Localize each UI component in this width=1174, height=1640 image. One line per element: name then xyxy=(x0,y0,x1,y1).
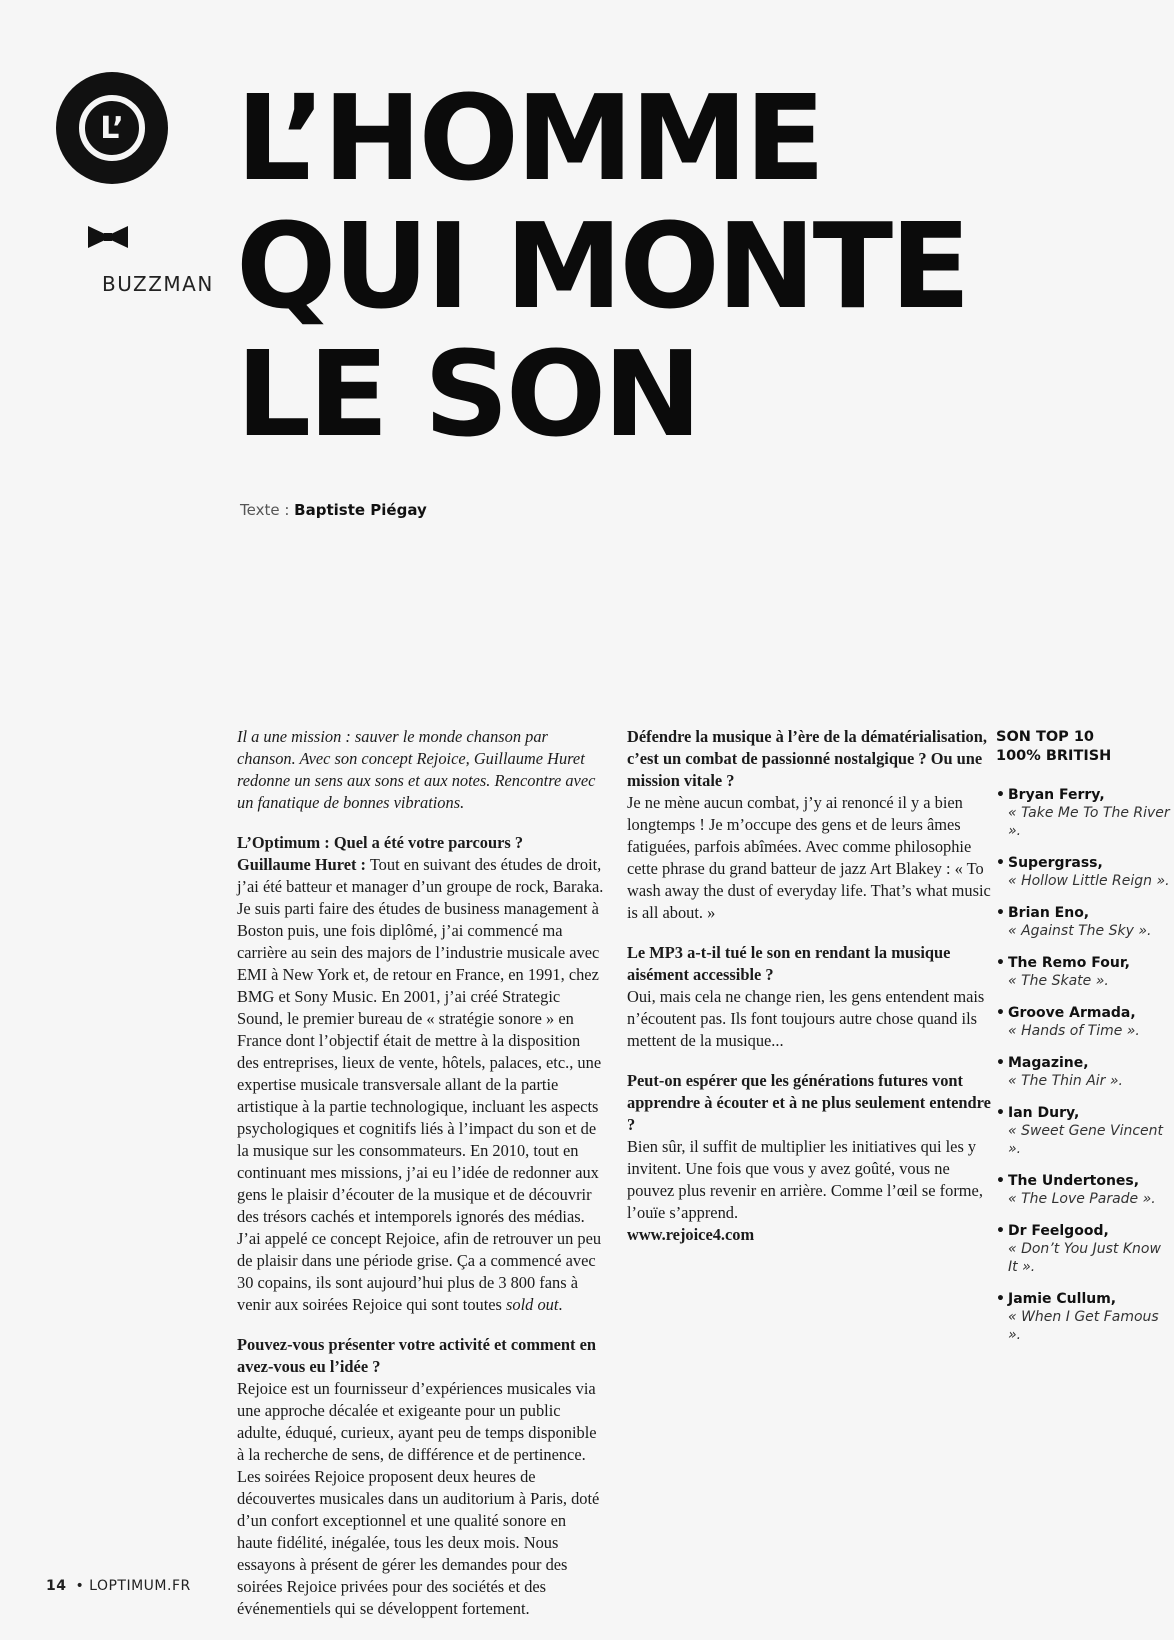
song-title: « When I Get Famous ». xyxy=(1008,1309,1159,1343)
question-3-block xyxy=(627,726,993,924)
footer-separator: • xyxy=(75,1578,85,1594)
artist-name: • Dr Feelgood, xyxy=(1008,1223,1109,1239)
answer-1: L’Optimum : Quel a été votre parcours ? Guillaume Huret : Tout en suivant des études de droit, j’ai été batteur et manager d’un groupe de rock, Baraka. Je suis parti faire des études de business management à Boston puis, une fois diplômé, j’ai commencé ma carrière au sein des majors de l’industrie musicale avec EMI à New York et, de retour en France, en 1991, chez BMG et Sony Music. En 2001, j’ai créé Strategic Sound, le premier bureau de « stratégie sonore » en France dont l’objectif était de mettre à la disposition des entreprises, lieux de vente, hôtels, palaces, etc., une expertise musicale transversale allant de la partie artistique à la partie technologique, incluant les aspects psychologiques et cognitifs liés à l’impact du son et de la musique sur les consommateurs. En 2010, tout en continuant mes missions, j’ai eu l’idée de redonner aux gens le plaisir d’écouter de la musique et de découvrir des trésors cachés et intemporels ignorés des médias. J’ai appelé ce concept Rejoice, afin de retrouver un peu de plaisir dans une période grise. Ça a commencé avec 30 copains, ils sont aujourd’hui plus de 3 800 fans à venir aux soirées Rejoice qui sont toutes sold out. xyxy=(237,833,604,1314)
artist-name: • Bryan Ferry, xyxy=(1008,787,1105,803)
artist-name: • The Remo Four, xyxy=(1008,955,1130,971)
answer-3-text: Je ne mène aucun combat, j’y ai renoncé il y a bien longtemps ! Je m’occupe des gens et de leurs âmes fatiguées, parfois abîmées. Avec comme philosophie cette phrase du grand batteur de jazz Art Blakey : « To wash away the dust of everyday life. That’s what music is all about. » xyxy=(627,793,991,922)
list-item xyxy=(996,1004,1171,1040)
list-item xyxy=(996,954,1171,990)
artist-name: • Jamie Cullum, xyxy=(1008,1291,1117,1307)
song-title: « Hands of Time ». xyxy=(1008,1023,1140,1039)
list-item xyxy=(996,904,1171,940)
artist-name: • Magazine, xyxy=(1008,1055,1089,1071)
page-footer xyxy=(46,1578,191,1594)
answer-1-text: Tout en suivant des études de droit, j’ai été batteur et manager d’un groupe de rock, Baraka. Je suis parti faire des études de business management à Boston puis, une fois diplômé, j’ai commencé ma carrière au sein des majors de l’industrie musicale avec EMI à New York et, de retour en France, en 1991, chez BMG et Sony Music. En 2001, j’ai créé Strategic Sound, le premier bureau de « stratégie sonore » en France dont l’objectif était de mettre à la disposition des entreprises, lieux de vente, hôtels, palaces, etc., une expertise musicale transversale allant de la partie artistique à la partie technologique, incluant les aspects psychologiques et cognitifs liés à l’impact du son et de la musique sur les consommateurs. En 2010, tout en continuant mes missions, j’ai eu l’idée de redonner aux gens le plaisir d’écouter de la musique et de découvrir des trésors cachés et intemporels ignorés des médias. J’ai appelé ce concept Rejoice, afin de retrouver un peu de plaisir dans une période grise. Ça a commencé avec 30 copains, ils sont aujourd’hui plus de 3 800 fans à venir aux soirées Rejoice qui sont toutes xyxy=(237,855,604,1314)
song-title: « Don’t You Just Know It ». xyxy=(1008,1241,1161,1275)
artist-name: • Brian Eno, xyxy=(1008,905,1090,921)
sidebar-title-line-1: SON TOP 10 xyxy=(996,729,1095,745)
byline xyxy=(240,501,427,519)
answer-2-text: Rejoice est un fournisseur d’expériences musicales via une approche décalée et exigeante pour un public adulte, éduqué, curieux, ayant peu de temps disponible à la recherche de sens, de différence et de pertinence. Les soirées Rejoice proposent deux heures de découvertes musicales dans un auditorium à Paris, doté d’un confort exceptionnel et une qualité sonore en haute fidélité, inégalée, tous les deux mois. Nous essayons à présent de gérer les demandes pour des soirées Rejoice privées pour des sociétés et des événementiels qui se développent fortement. xyxy=(237,1379,600,1618)
article-column-2 xyxy=(627,726,993,1264)
question-4: Le MP3 a-t-il tué le son en rendant la musique aisément accessible ? xyxy=(627,943,951,984)
song-title: « Sweet Gene Vincent ». xyxy=(1008,1123,1164,1157)
song-title: « Against The Sky ». xyxy=(1008,923,1152,939)
sidebar-title-line-2: 100% BRITISH xyxy=(996,748,1112,764)
song-title: « The Love Parade ». xyxy=(1008,1191,1156,1207)
headline-line-3: LE SON xyxy=(236,325,699,463)
song-title: « Hollow Little Reign ». xyxy=(1008,873,1170,889)
list-item xyxy=(996,1290,1171,1344)
headline xyxy=(236,69,968,463)
list-item xyxy=(996,786,1171,840)
artist-name: • The Undertones, xyxy=(1008,1173,1140,1189)
top10-sidebar xyxy=(996,728,1171,1358)
answer-4-text: Oui, mais cela ne change rien, les gens entendent mais n’écoutent pas. Ils font toujours autre chose quand ils mettent de la musique... xyxy=(627,987,985,1050)
question-1: L’Optimum : Quel a été votre parcours ? xyxy=(237,833,524,852)
section-label: BUZZMAN xyxy=(102,272,214,296)
question-4-block xyxy=(627,942,993,1052)
answer-1-end: sold out xyxy=(506,1295,559,1314)
website-url: www.rejoice4.com xyxy=(627,1225,755,1244)
question-2-block xyxy=(237,1334,605,1620)
bowtie-icon xyxy=(88,226,128,248)
speaker-name: Guillaume Huret : xyxy=(237,855,366,874)
headline-line-2: QUI MONTE xyxy=(236,197,968,335)
song-title: « Take Me To The River ». xyxy=(1008,805,1170,839)
headline-line-1: L’HOMME xyxy=(236,69,823,207)
song-title: « The Skate ». xyxy=(1008,973,1109,989)
logo-letter: L’ xyxy=(79,95,145,161)
byline-author: Baptiste Piégay xyxy=(294,501,427,519)
page-number: 14 xyxy=(46,1578,67,1594)
byline-label: Texte : xyxy=(240,501,290,519)
list-item xyxy=(996,1172,1171,1208)
artist-name: • Ian Dury, xyxy=(1008,1105,1080,1121)
answer-5-text: Bien sûr, il suffit de multiplier les initiatives qui les y invitent. Une fois que vous y avez goûté, vous ne pouvez plus revenir en arrière. Comme l’œil se forme, l’ouïe s’apprend. xyxy=(627,1137,983,1222)
top10-list xyxy=(996,786,1171,1344)
artist-name: • Supergrass, xyxy=(1008,855,1103,871)
question-3: Défendre la musique à l’ère de la dématérialisation, c’est un combat de passionné nostalgique ? Ou une mission vitale ? xyxy=(627,727,987,790)
intro: Il a une mission : sauver le monde chanson par chanson. Avec son concept Rejoice, Guillaume Huret redonne un sens aux sons et aux notes. Rencontre avec un fanatique de bonnes vibrations. xyxy=(237,727,596,812)
logo xyxy=(52,72,180,184)
logo-circle xyxy=(56,72,168,184)
sidebar-title xyxy=(996,728,1171,766)
song-title: « The Thin Air ». xyxy=(1008,1073,1123,1089)
question-5-block xyxy=(627,1070,993,1246)
article-column-1 xyxy=(237,726,605,1638)
question-5: Peut-on espérer que les générations futures vont apprendre à écouter et à ne plus seulement entendre ? xyxy=(627,1071,991,1134)
list-item xyxy=(996,1222,1171,1276)
list-item xyxy=(996,1104,1171,1158)
list-item xyxy=(996,1054,1171,1090)
footer-site: LOPTIMUM.FR xyxy=(89,1578,191,1594)
artist-name: • Groove Armada, xyxy=(1008,1005,1136,1021)
question-2: Pouvez-vous présenter votre activité et comment en avez-vous eu l’idée ? xyxy=(237,1335,596,1376)
list-item xyxy=(996,854,1171,890)
